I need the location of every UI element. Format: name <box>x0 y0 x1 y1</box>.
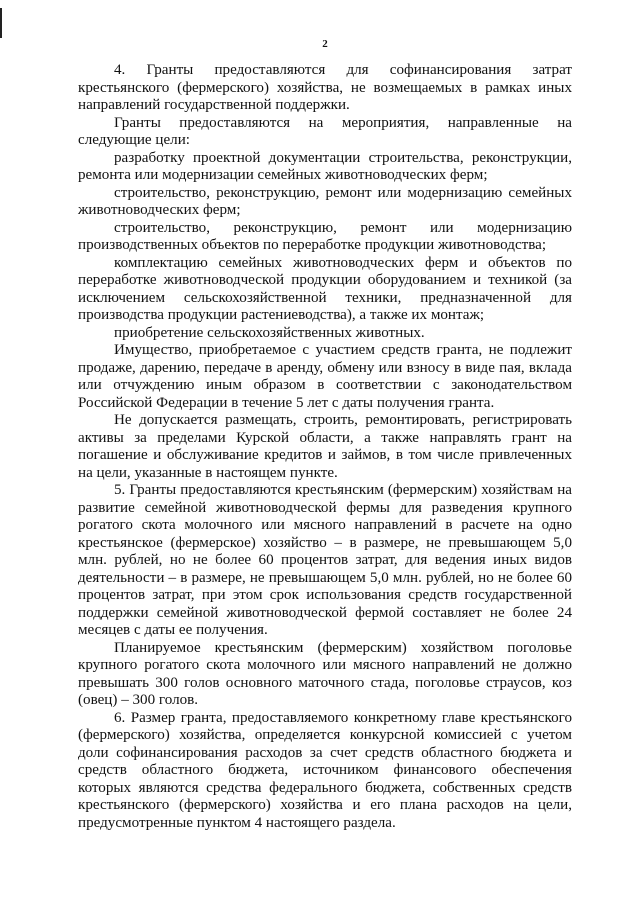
list-item-processing-objects: строительство, реконструкцию, ремонт или модернизацию производственных объектов по переработке продукции животноводства; <box>78 219 572 253</box>
paragraph-grant-purposes: Гранты предоставляются на мероприятия, направленные на следующие цели: <box>78 114 572 148</box>
paragraph-region-restriction: Не допускается размещать, строить, ремонтировать, регистрировать активы за пределами Курской области, а также направлять грант на погашение и обслуживание кредитов и займов, в том числе привлеченных на цели, указанные в настоящем пункте. <box>78 412 572 481</box>
list-item-farm-construction: строительство, реконструкцию, ремонт или модернизацию семейных животноводческих ферм; <box>78 184 572 218</box>
paragraph-property-restriction: Имущество, приобретаемое с участием средств гранта, не подлежит продаже, дарению, передаче в аренду, обмену или взносу в виде пая, вклада или отчуждению иным образом в соответствии с законодательством Российской Федерации в течение 5 лет с даты получения гранта. <box>78 342 572 411</box>
paragraph-livestock-limit: Планируемое крестьянским (фермерским) хозяйством поголовье крупного рогатого скота молочного или мясного направлений не должно превышать 300 голов основного маточного стада, поголовье страусов, коз (овец) – 300 голов. <box>78 639 572 708</box>
scan-edge-mark <box>0 8 2 38</box>
paragraph-4-intro: 4. Гранты предоставляются для софинансирования затрат крестьянского (фермерского) хозяйства, не возмещаемых в рамках иных направлений государственной поддержки. <box>78 62 572 113</box>
page-number: 2 <box>322 38 328 50</box>
list-item-animals: приобретение сельскохозяйственных животных. <box>114 324 425 341</box>
paragraph-5-grant-amount: 5. Гранты предоставляются крестьянским (фермерским) хозяйствам на развитие семейной животноводческой фермы для разведения крупного рогатого скота молочного или мясного направлений в расчете на одно крестьянское (фермерское) хозяйство – в размере, не превышающем 5,0 млн. рублей, но не более 60 процентов затрат, для ведения иных видов деятельности – в размере, не превышающем 5,0 млн. рублей, но не более 60 процентов затрат, при этом срок использования средств государственной поддержки семейной животноводческой фермой составляет не более 24 месяцев с даты ее получения. <box>78 482 572 638</box>
document-page <box>78 38 572 832</box>
list-item-equipment: комплектацию семейных животноводческих ферм и объектов по переработке животноводческой продукции оборудованием и техникой (за исключением сельскохозяйственной техники, предназначенной для производства продукции растениеводства), а также их монтаж; <box>78 254 572 323</box>
list-item-design-docs: разработку проектной документации строительства, реконструкции, ремонта или модернизации семейных животноводческих ферм; <box>78 149 572 183</box>
paragraph-6-grant-size: 6. Размер гранта, предоставляемого конкретному главе крестьянского (фермерского) хозяйства, определяется конкурсной комиссией с учетом доли софинансирования расходов за счет средств областного бюджета и средств областного бюджета, источником финансового обеспечения которых являются средства федерального бюджета, собственных средств крестьянского (фермерского) хозяйства и его плана расходов на цели, предусмотренные пунктом 4 настоящего раздела. <box>78 709 572 831</box>
